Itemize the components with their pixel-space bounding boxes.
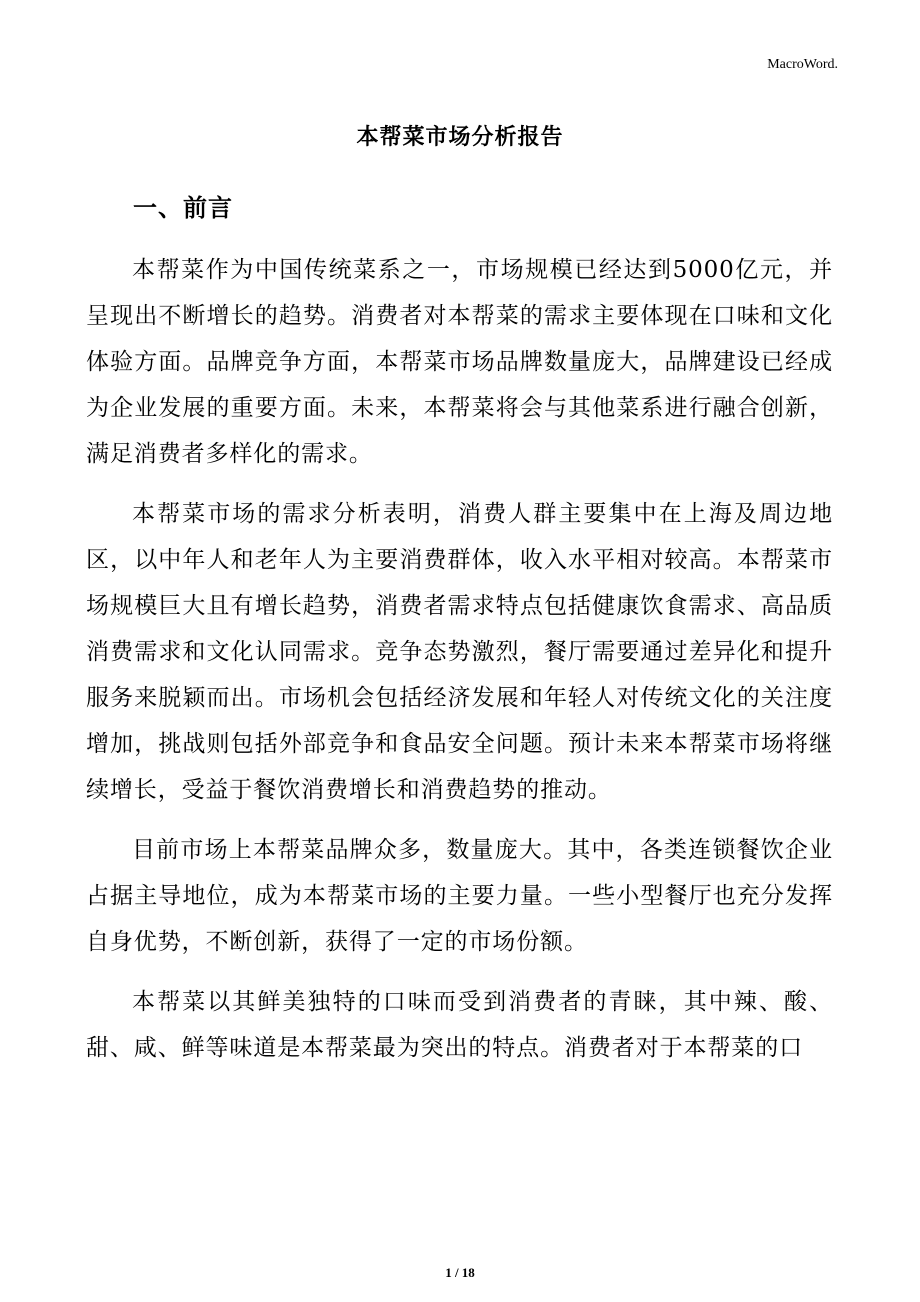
paragraph-3: 目前市场上本帮菜品牌众多，数量庞大。其中，各类连锁餐饮企业占据主导地位，成为本帮菜市场的主要力量。一些小型餐厅也充分发挥自身优势，不断创新，获得了一定的市场份额。: [86, 837, 833, 955]
section-heading: 一、前言: [133, 194, 233, 222]
header-brand: MacroWord.: [767, 57, 838, 72]
paragraph-1: 本帮菜作为中国传统菜系之一，市场规模已经达到5000亿元，并呈现出不断增长的趋势。消费者对本帮菜的需求主要体现在口味和文化体验方面。品牌竞争方面，本帮菜市场品牌数量庞大，品牌建设已经成为企业发展的重要方面。未来，本帮菜将会与其他菜系进行融合创新，满足消费者多样化的需求。: [86, 257, 833, 467]
paragraph-4: 本帮菜以其鲜美独特的口味而受到消费者的青睐，其中辣、酸、甜、咸、鲜等味道是本帮菜最为突出的特点。消费者对于本帮菜的口: [86, 989, 833, 1061]
document-title: 本帮菜市场分析报告: [356, 125, 564, 150]
document-body: [86, 247, 833, 1085]
page-number: 1 / 18: [445, 1265, 475, 1280]
paragraph-2: 本帮菜市场的需求分析表明，消费人群主要集中在上海及周边地区，以中年人和老年人为主要消费群体，收入水平相对较高。本帮菜市场规模巨大且有增长趋势，消费者需求特点包括健康饮食需求、高品质消费需求和文化认同需求。竞争态势激烈，餐厅需要通过差异化和提升服务来脱颖而出。市场机会包括经济发展和年轻人对传统文化的关注度增加，挑战则包括外部竞争和食品安全问题。预计未来本帮菜市场将继续增长，受益于餐饮消费增长和消费趋势的推动。: [86, 501, 833, 803]
